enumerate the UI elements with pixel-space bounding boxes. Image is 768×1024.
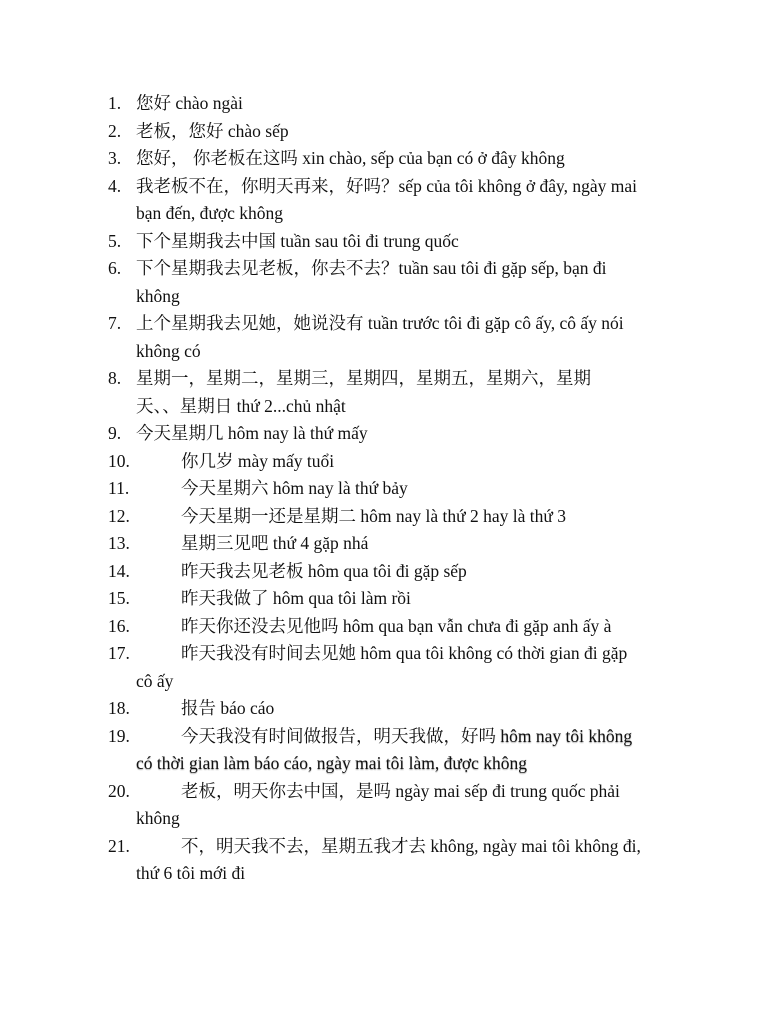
item-text: 您好， 你老板在这吗 xin chào, sếp của bạn có ở đây không <box>136 148 565 168</box>
item-text-line2: không có <box>136 340 201 361</box>
item-text-line2: bạn đến, được không <box>136 203 284 223</box>
item-text <box>136 310 688 365</box>
item-text-line1: 上个星期我去见她，她说没有 tuần trước tôi đi gặp cô ấy, cô ấy nói <box>136 313 624 333</box>
item-text: 昨天你还没去见他吗 hôm qua bạn vẫn chưa đi gặp anh ấy à <box>181 615 612 636</box>
item-text-line1: 老板，明天你去中国，是吗 ngày mai sếp đi trung quốc phải <box>181 780 620 801</box>
item-text: 报告 báo cáo <box>181 698 275 718</box>
item-number: 12. <box>108 505 130 526</box>
item-text <box>136 365 688 420</box>
item-text-line1: 下个星期我去见老板，你去不去？tuần sau tôi đi gặp sếp, bạn đi <box>136 258 607 278</box>
item-text: 您好 chào ngài <box>136 93 243 113</box>
item-number: 15. <box>108 588 130 608</box>
item-text-line2: không <box>136 285 180 306</box>
item-number: 8. <box>108 368 122 388</box>
item-text: 昨天我去见老板 hôm qua tôi đi gặp sếp <box>181 560 467 581</box>
item-text-line1-cn: 今天我没有时间做报告，明天我做，好吗 <box>181 725 501 746</box>
item-text-line1: 我老板不在，你明天再来，好吗？sếp của tôi không ở đây, ngày mai <box>136 175 637 196</box>
item-number: 1. <box>108 93 122 113</box>
item-number: 20. <box>108 780 130 801</box>
list-item <box>108 365 688 420</box>
list-item <box>108 90 688 118</box>
item-text-line1: 昨天我没有时间去见她 hôm qua tôi không có thời gian đi gặp <box>181 643 628 663</box>
phrase-list <box>108 90 688 888</box>
item-text <box>136 255 688 310</box>
item-number: 16. <box>108 615 130 636</box>
list-item <box>108 475 688 503</box>
item-text-line2: 天、、星期日 thứ 2...chủ nhật <box>136 395 346 416</box>
item-text: 今天星期一还是星期二 hôm nay là thứ 2 hay là thứ 3 <box>181 505 566 526</box>
list-item <box>108 530 688 558</box>
list-item <box>108 558 688 586</box>
item-number: 4. <box>108 175 122 196</box>
item-text-line2: có thời gian làm báo cáo, ngày mai tôi làm, được không <box>136 753 528 773</box>
item-text: 昨天我做了 hôm qua tôi làm rồi <box>181 588 411 608</box>
item-number: 18. <box>108 698 130 718</box>
item-number: 5. <box>108 230 122 251</box>
item-text <box>136 833 688 888</box>
item-text-line1: 不，明天我不去，星期五我才去 không, ngày mai tôi không đi, <box>181 835 641 856</box>
item-text-line2: thứ 6 tôi mới đi <box>136 863 246 883</box>
item-text: 星期三见吧 thứ 4 gặp nhá <box>181 533 369 553</box>
item-text <box>136 173 688 228</box>
list-item <box>108 778 688 833</box>
item-number: 21. <box>108 835 130 856</box>
item-text <box>136 778 688 833</box>
list-item <box>108 310 688 365</box>
item-number: 17. <box>108 643 130 663</box>
item-number: 2. <box>108 120 122 141</box>
item-number: 3. <box>108 148 122 168</box>
list-item <box>108 833 688 888</box>
list-item <box>108 585 688 613</box>
list-item <box>108 613 688 641</box>
item-text: 今天星期六 hôm nay là thứ bảy <box>181 478 408 498</box>
item-number: 10. <box>108 450 130 471</box>
item-number: 14. <box>108 560 130 581</box>
list-item <box>108 145 688 173</box>
list-item <box>108 695 688 723</box>
list-item <box>108 255 688 310</box>
item-text-line2: không <box>136 808 180 828</box>
list-item <box>108 448 688 476</box>
list-item <box>108 503 688 531</box>
item-text <box>136 723 688 778</box>
item-text: 今天星期几 hôm nay là thứ mấy <box>136 423 368 443</box>
item-text-line1-vn: hôm nay tôi không <box>500 725 633 746</box>
item-number: 11. <box>108 478 130 498</box>
list-item <box>108 228 688 256</box>
item-text: 老板，您好 chào sếp <box>136 120 289 141</box>
list-item <box>108 173 688 228</box>
item-number: 6. <box>108 258 122 278</box>
item-text: 你几岁 mày mấy tuổi <box>181 450 335 471</box>
list-item <box>108 420 688 448</box>
item-number: 9. <box>108 423 122 443</box>
item-text <box>136 640 688 695</box>
item-text-line1: 星期一，星期二，星期三，星期四，星期五，星期六，星期 <box>136 368 591 388</box>
list-item <box>108 640 688 695</box>
item-text-line2: cô ấy <box>136 670 174 691</box>
item-number: 19. <box>108 725 130 746</box>
item-text: 下个星期我去中国 tuần sau tôi đi trung quốc <box>136 230 459 251</box>
list-item <box>108 723 688 778</box>
item-number: 13. <box>108 533 130 553</box>
list-item <box>108 118 688 146</box>
item-number: 7. <box>108 313 122 333</box>
